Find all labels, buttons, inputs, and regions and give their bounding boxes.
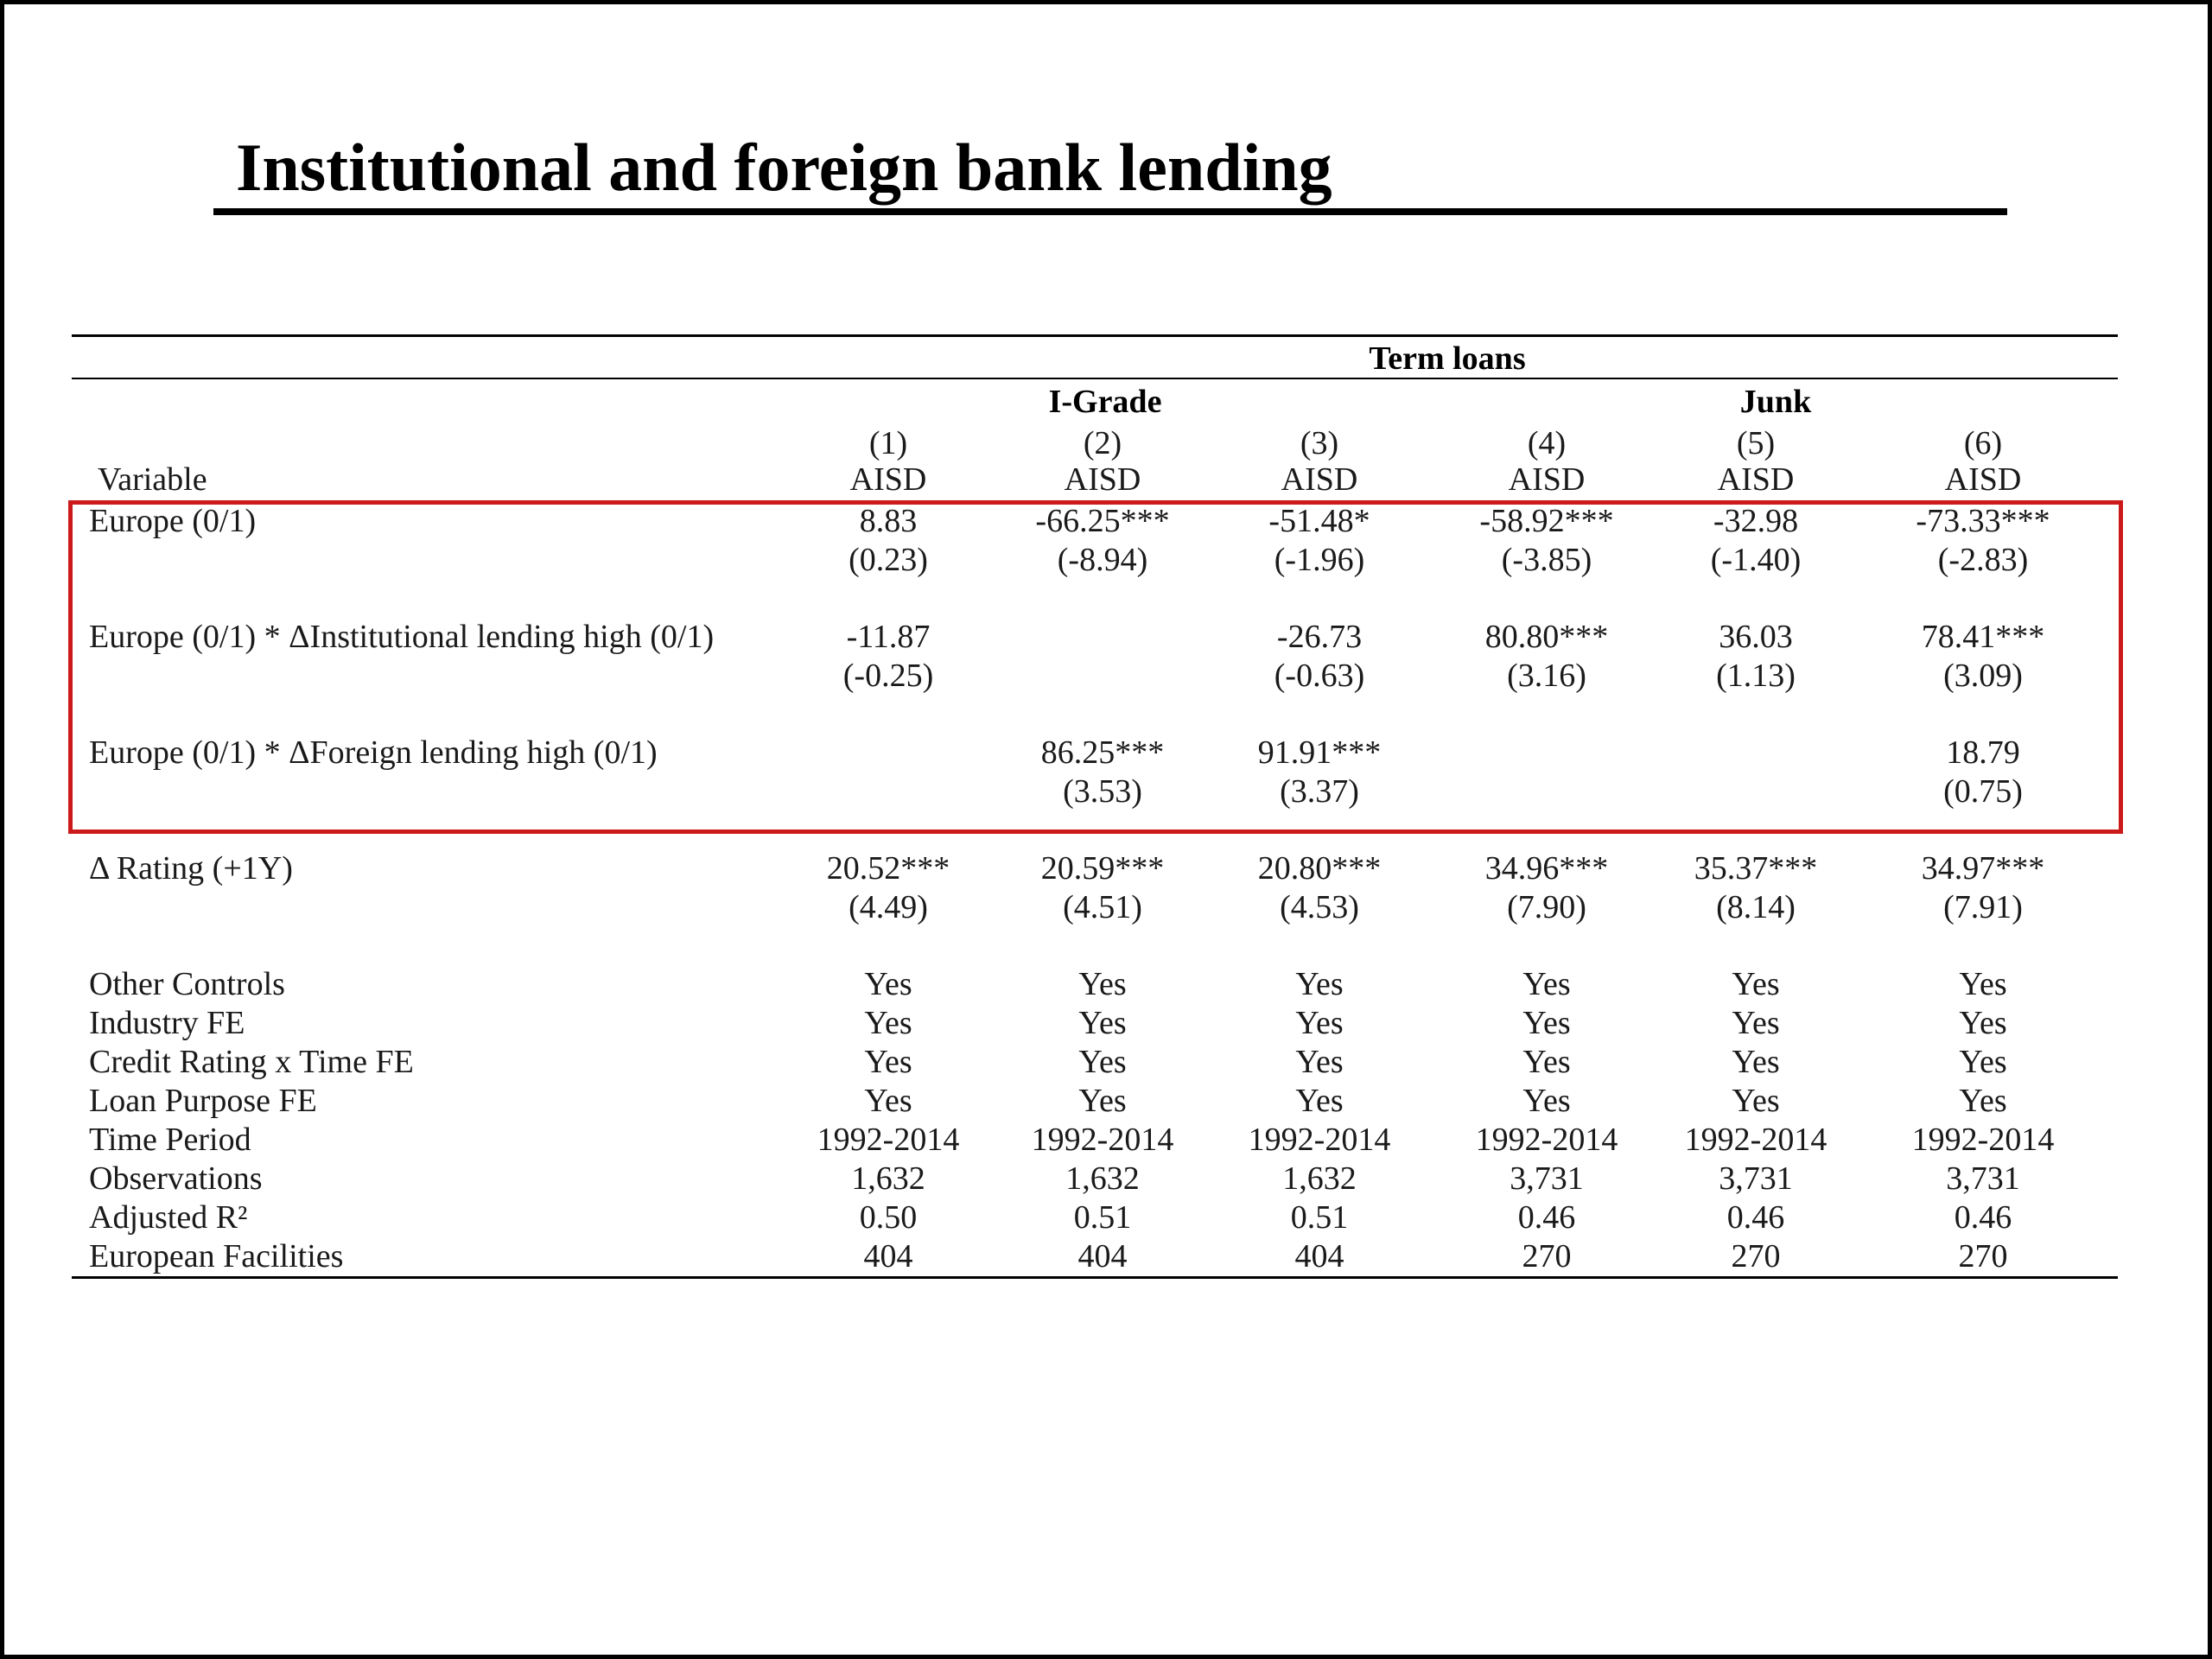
stat-row-label: European Facilities (89, 1238, 344, 1274)
tstat-value: (-1.40) (1710, 542, 1802, 578)
stat-value: Yes (864, 1044, 912, 1080)
column-number: (6) (1963, 425, 2003, 461)
stat-value: Yes (864, 1005, 912, 1041)
coef-value: -66.25*** (1035, 503, 1170, 539)
coef-value: 91.91*** (1257, 734, 1382, 771)
coef-value: 34.96*** (1484, 850, 1609, 887)
tstat-value: (7.90) (1507, 889, 1586, 925)
coef-value: 18.79 (1946, 734, 2020, 771)
stat-row-label: Industry FE (89, 1005, 245, 1041)
stat-value: Yes (1295, 966, 1344, 1002)
column-label: AISD (849, 461, 927, 498)
stat-row-label: Loan Purpose FE (89, 1083, 317, 1119)
stat-value: 3,731 (1946, 1160, 2020, 1197)
stat-value: 1,632 (1065, 1160, 1140, 1197)
tstat-value: (3.16) (1507, 658, 1586, 694)
tstat-value: (-8.94) (1057, 542, 1148, 578)
coef-value: 35.37*** (1694, 850, 1818, 887)
stat-value: Yes (1522, 1005, 1571, 1041)
stat-value: Yes (864, 1083, 912, 1119)
coef-row-label: Δ Rating (+1Y) (89, 850, 293, 887)
table-header-rule (72, 378, 2118, 379)
stat-row-label: Observations (89, 1160, 263, 1197)
stat-value: 0.46 (1954, 1199, 2012, 1236)
tstat-value: (7.91) (1943, 889, 2023, 925)
tstat-value: (1.13) (1716, 658, 1796, 694)
table-top-rule (72, 334, 2118, 337)
group-header-igrade: I-Grade (1048, 384, 1162, 420)
stat-value: 0.51 (1290, 1199, 1349, 1236)
tstat-value: (-0.63) (1274, 658, 1365, 694)
stat-value: 404 (863, 1238, 913, 1274)
stat-value: Yes (1959, 1044, 2007, 1080)
title-underline (213, 208, 2007, 215)
column-number: (2) (1083, 425, 1122, 461)
stat-value: 3,731 (1510, 1160, 1584, 1197)
coef-value: 86.25*** (1040, 734, 1165, 771)
stat-value: 1992-2014 (1475, 1122, 1618, 1158)
stat-row-label: Adjusted R² (89, 1199, 248, 1236)
tstat-value: (4.53) (1280, 889, 1359, 925)
column-number: (5) (1736, 425, 1776, 461)
stat-value: 0.51 (1073, 1199, 1132, 1236)
coef-value: -58.92*** (1479, 503, 1614, 539)
stat-value: 404 (1294, 1238, 1344, 1274)
table-bottom-rule (72, 1276, 2118, 1279)
tstat-value: (8.14) (1716, 889, 1796, 925)
column-number: (4) (1527, 425, 1567, 461)
coef-value: -11.87 (846, 619, 931, 655)
stat-row-label: Time Period (89, 1122, 251, 1158)
tstat-value: (-2.83) (1937, 542, 2029, 578)
slide-title: Institutional and foreign bank lending (236, 130, 1332, 205)
super-header-term-loans: Term loans (1369, 340, 1526, 377)
stat-value: Yes (1295, 1005, 1344, 1041)
tstat-value: (3.53) (1063, 773, 1142, 810)
tstat-value: (3.09) (1943, 658, 2023, 694)
stat-value: Yes (1078, 1005, 1127, 1041)
stat-value: 270 (1731, 1238, 1781, 1274)
stat-value: 1,632 (1282, 1160, 1357, 1197)
stat-value: Yes (1959, 1083, 2007, 1119)
highlight-box (68, 500, 2123, 834)
stat-value: 1992-2014 (1031, 1122, 1174, 1158)
coef-value: 80.80*** (1484, 619, 1609, 655)
stat-value: Yes (1959, 1005, 2007, 1041)
tstat-value: (0.75) (1943, 773, 2023, 810)
tstat-value: (0.23) (849, 542, 928, 578)
tstat-value: (4.51) (1063, 889, 1142, 925)
stat-value: Yes (1732, 1005, 1780, 1041)
coef-value: 36.03 (1719, 619, 1793, 655)
stat-value: 270 (1522, 1238, 1572, 1274)
column-label: AISD (1064, 461, 1141, 498)
tstat-value: (3.37) (1280, 773, 1359, 810)
stat-value: 3,731 (1719, 1160, 1793, 1197)
stat-value: Yes (1078, 1044, 1127, 1080)
stat-value: Yes (1732, 1044, 1780, 1080)
stat-value: 1992-2014 (1911, 1122, 2055, 1158)
coef-value: 20.80*** (1257, 850, 1382, 887)
coef-value: 20.52*** (826, 850, 950, 887)
column-label: AISD (1717, 461, 1795, 498)
stat-value: 1992-2014 (1684, 1122, 1827, 1158)
coef-value: -32.98 (1713, 503, 1799, 539)
coef-value: 78.41*** (1921, 619, 2045, 655)
stat-value: 1,632 (851, 1160, 925, 1197)
stat-value: 404 (1077, 1238, 1128, 1274)
stat-value: Yes (1732, 966, 1780, 1002)
group-header-junk: Junk (1739, 384, 1812, 420)
variable-header: Variable (98, 461, 207, 498)
coef-row-label: Europe (0/1) (89, 503, 257, 539)
column-label: AISD (1281, 461, 1358, 498)
stat-value: 1992-2014 (817, 1122, 960, 1158)
coef-value: 8.83 (859, 503, 918, 539)
coef-value: -51.48* (1268, 503, 1370, 539)
coef-value: -73.33*** (1916, 503, 2050, 539)
stat-value: Yes (1295, 1044, 1344, 1080)
stat-value: Yes (1959, 966, 2007, 1002)
column-number: (1) (868, 425, 908, 461)
stat-value: Yes (1732, 1083, 1780, 1119)
column-number: (3) (1300, 425, 1339, 461)
stat-row-label: Credit Rating x Time FE (89, 1044, 414, 1080)
stat-value: 0.46 (1517, 1199, 1576, 1236)
coef-row-label: Europe (0/1) * ΔForeign lending high (0/1) (89, 734, 658, 771)
stat-value: Yes (1522, 1044, 1571, 1080)
stat-value: 1992-2014 (1248, 1122, 1391, 1158)
stat-value: Yes (1078, 1083, 1127, 1119)
stat-value: Yes (1522, 966, 1571, 1002)
tstat-value: (4.49) (849, 889, 928, 925)
stat-value: 270 (1958, 1238, 2008, 1274)
coef-value: -26.73 (1276, 619, 1363, 655)
stat-value: Yes (1078, 966, 1127, 1002)
tstat-value: (-1.96) (1274, 542, 1365, 578)
stat-value: Yes (1522, 1083, 1571, 1119)
column-label: AISD (1944, 461, 2022, 498)
stat-row-label: Other Controls (89, 966, 285, 1002)
stat-value: 0.46 (1726, 1199, 1785, 1236)
coef-value: 20.59*** (1040, 850, 1165, 887)
tstat-value: (-3.85) (1501, 542, 1592, 578)
stat-value: Yes (864, 966, 912, 1002)
column-label: AISD (1508, 461, 1586, 498)
coef-value: 34.97*** (1921, 850, 2045, 887)
stat-value: Yes (1295, 1083, 1344, 1119)
coef-row-label: Europe (0/1) * ΔInstitutional lending high (0/1) (89, 619, 715, 655)
tstat-value: (-0.25) (842, 658, 934, 694)
stat-value: 0.50 (859, 1199, 918, 1236)
